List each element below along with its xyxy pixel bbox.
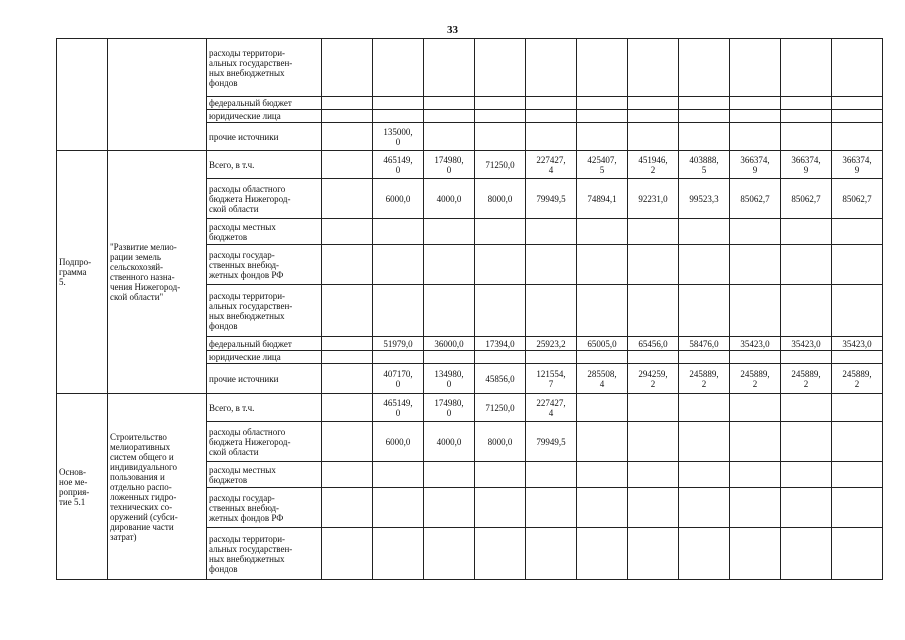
value-cell [475, 39, 526, 97]
page-number: 33 [447, 24, 458, 36]
value-cell: 366374, 9 [832, 151, 883, 179]
funding-source-cell: Всего, в т.ч. [207, 151, 322, 179]
value-cell [373, 245, 424, 285]
value-cell: 71250,0 [475, 394, 526, 422]
value-cell: 58476,0 [679, 337, 730, 351]
value-cell [781, 219, 832, 245]
value-cell: 45856,0 [475, 364, 526, 394]
value-cell [322, 151, 373, 179]
value-cell [781, 245, 832, 285]
value-cell [424, 123, 475, 151]
value-cell [679, 394, 730, 422]
value-cell [526, 528, 577, 580]
value-cell [679, 285, 730, 337]
value-cell: 17394,0 [475, 337, 526, 351]
value-cell [679, 39, 730, 97]
value-cell [424, 351, 475, 364]
value-cell: 85062,7 [832, 179, 883, 219]
value-cell [832, 110, 883, 123]
value-cell [679, 123, 730, 151]
value-cell [781, 351, 832, 364]
funding-source-cell: расходы территори- альных государствен- ных внебюджетных фондов [207, 285, 322, 337]
funding-source-cell: федеральный бюджет [207, 97, 322, 110]
value-cell [679, 528, 730, 580]
funding-source-cell: юридические лица [207, 351, 322, 364]
value-cell [526, 245, 577, 285]
value-cell [679, 351, 730, 364]
value-cell [322, 528, 373, 580]
value-cell [373, 462, 424, 488]
value-cell [475, 351, 526, 364]
value-cell [424, 528, 475, 580]
value-cell: 65456,0 [628, 337, 679, 351]
program-code-cell: Основ- ное ме- роприя- тие 5.1 [57, 394, 108, 580]
value-cell [730, 219, 781, 245]
value-cell: 245889, 2 [832, 364, 883, 394]
value-cell [781, 394, 832, 422]
value-cell [475, 285, 526, 337]
value-cell [373, 39, 424, 97]
value-cell [832, 422, 883, 462]
value-cell [322, 285, 373, 337]
value-cell [832, 488, 883, 528]
value-cell: 465149, 0 [373, 151, 424, 179]
value-cell [373, 351, 424, 364]
value-cell [679, 488, 730, 528]
value-cell [526, 351, 577, 364]
value-cell: 6000,0 [373, 422, 424, 462]
value-cell [628, 219, 679, 245]
value-cell [475, 123, 526, 151]
value-cell [781, 123, 832, 151]
value-cell: 135000, 0 [373, 123, 424, 151]
value-cell [832, 285, 883, 337]
value-cell [832, 462, 883, 488]
value-cell: 85062,7 [730, 179, 781, 219]
value-cell [628, 97, 679, 110]
value-cell: 174980, 0 [424, 151, 475, 179]
value-cell [475, 245, 526, 285]
table-row [57, 394, 883, 422]
value-cell [628, 488, 679, 528]
value-cell: 425407, 5 [577, 151, 628, 179]
value-cell [730, 528, 781, 580]
funding-source-cell: расходы областного бюджета Нижегород- ской области [207, 179, 322, 219]
value-cell [526, 219, 577, 245]
value-cell [730, 110, 781, 123]
value-cell [679, 245, 730, 285]
value-cell [679, 97, 730, 110]
value-cell: 8000,0 [475, 179, 526, 219]
value-cell [475, 110, 526, 123]
value-cell [424, 285, 475, 337]
value-cell [322, 123, 373, 151]
value-cell [679, 462, 730, 488]
value-cell [832, 97, 883, 110]
value-cell [475, 462, 526, 488]
value-cell [322, 364, 373, 394]
value-cell [373, 219, 424, 245]
value-cell [526, 97, 577, 110]
value-cell: 6000,0 [373, 179, 424, 219]
program-title-cell: Строительство мелиоративных систем общего и индивидуального пользования и отдельно распо- ложенных гидро- технических со- оружений (субси- дирование части затрат) [108, 394, 207, 580]
value-cell [781, 110, 832, 123]
value-cell [781, 39, 832, 97]
value-cell [730, 285, 781, 337]
budget-table [56, 38, 883, 580]
value-cell [322, 219, 373, 245]
value-cell: 79949,5 [526, 422, 577, 462]
value-cell: 227427, 4 [526, 394, 577, 422]
value-cell [322, 422, 373, 462]
value-cell [781, 528, 832, 580]
funding-source-cell: расходы областного бюджета Нижегород- ской области [207, 422, 322, 462]
value-cell [628, 462, 679, 488]
value-cell [730, 97, 781, 110]
value-cell [424, 97, 475, 110]
value-cell [526, 285, 577, 337]
value-cell [577, 97, 628, 110]
value-cell [373, 110, 424, 123]
value-cell [781, 488, 832, 528]
value-cell: 92231,0 [628, 179, 679, 219]
value-cell: 245889, 2 [679, 364, 730, 394]
value-cell: 174980, 0 [424, 394, 475, 422]
value-cell: 403888, 5 [679, 151, 730, 179]
value-cell [628, 285, 679, 337]
value-cell [424, 219, 475, 245]
funding-source-cell: федеральный бюджет [207, 337, 322, 351]
funding-source-cell: юридические лица [207, 110, 322, 123]
value-cell [424, 39, 475, 97]
value-cell [526, 39, 577, 97]
value-cell: 71250,0 [475, 151, 526, 179]
value-cell: 121554, 7 [526, 364, 577, 394]
funding-source-cell: расходы государ- ственных внебюд- жетных фондов РФ [207, 245, 322, 285]
value-cell [628, 422, 679, 462]
value-cell [577, 245, 628, 285]
value-cell [424, 488, 475, 528]
value-cell: 74894,1 [577, 179, 628, 219]
value-cell: 35423,0 [730, 337, 781, 351]
value-cell [322, 394, 373, 422]
value-cell: 407170, 0 [373, 364, 424, 394]
value-cell [475, 219, 526, 245]
value-cell [373, 97, 424, 110]
value-cell [730, 488, 781, 528]
value-cell [322, 488, 373, 528]
value-cell: 294259, 2 [628, 364, 679, 394]
value-cell: 35423,0 [781, 337, 832, 351]
value-cell [577, 488, 628, 528]
value-cell: 451946, 2 [628, 151, 679, 179]
value-cell: 99523,3 [679, 179, 730, 219]
value-cell: 245889, 2 [730, 364, 781, 394]
value-cell: 8000,0 [475, 422, 526, 462]
value-cell [628, 528, 679, 580]
value-cell: 79949,5 [526, 179, 577, 219]
value-cell [577, 123, 628, 151]
value-cell [730, 422, 781, 462]
value-cell [832, 219, 883, 245]
value-cell [781, 97, 832, 110]
value-cell [730, 394, 781, 422]
value-cell [577, 422, 628, 462]
value-cell: 245889, 2 [781, 364, 832, 394]
program-code-cell [57, 39, 108, 151]
value-cell [322, 245, 373, 285]
funding-source-cell: прочие источники [207, 123, 322, 151]
funding-source-cell: Всего, в т.ч. [207, 394, 322, 422]
value-cell: 36000,0 [424, 337, 475, 351]
value-cell [475, 97, 526, 110]
value-cell: 465149, 0 [373, 394, 424, 422]
value-cell [679, 110, 730, 123]
value-cell [526, 110, 577, 123]
funding-source-cell: расходы государ- ственных внебюд- жетных фондов РФ [207, 488, 322, 528]
value-cell [526, 123, 577, 151]
value-cell [373, 285, 424, 337]
value-cell [730, 462, 781, 488]
value-cell [781, 422, 832, 462]
value-cell [475, 488, 526, 528]
value-cell [628, 245, 679, 285]
value-cell [577, 528, 628, 580]
value-cell [832, 39, 883, 97]
value-cell: 51979,0 [373, 337, 424, 351]
value-cell [781, 285, 832, 337]
value-cell [628, 394, 679, 422]
value-cell [628, 351, 679, 364]
table-row [57, 151, 883, 179]
value-cell [577, 394, 628, 422]
value-cell [730, 123, 781, 151]
value-cell: 4000,0 [424, 179, 475, 219]
value-cell [628, 39, 679, 97]
value-cell: 65005,0 [577, 337, 628, 351]
value-cell: 285508, 4 [577, 364, 628, 394]
funding-source-cell: расходы местных бюджетов [207, 462, 322, 488]
value-cell [322, 337, 373, 351]
value-cell [730, 245, 781, 285]
value-cell [577, 462, 628, 488]
value-cell: 25923,2 [526, 337, 577, 351]
funding-source-cell: расходы местных бюджетов [207, 219, 322, 245]
value-cell [730, 39, 781, 97]
value-cell [322, 462, 373, 488]
value-cell [526, 462, 577, 488]
funding-source-cell: расходы территори- альных государствен- ных внебюджетных фондов [207, 39, 322, 97]
value-cell: 366374, 9 [781, 151, 832, 179]
value-cell [832, 394, 883, 422]
value-cell [373, 488, 424, 528]
value-cell [322, 39, 373, 97]
value-cell [373, 528, 424, 580]
value-cell: 134980, 0 [424, 364, 475, 394]
value-cell [577, 39, 628, 97]
value-cell [781, 462, 832, 488]
value-cell [832, 528, 883, 580]
value-cell [679, 422, 730, 462]
value-cell: 366374, 9 [730, 151, 781, 179]
value-cell [322, 97, 373, 110]
value-cell [322, 110, 373, 123]
table-body [57, 39, 883, 580]
table-row [57, 39, 883, 97]
value-cell [832, 123, 883, 151]
value-cell [832, 351, 883, 364]
value-cell: 227427, 4 [526, 151, 577, 179]
program-title-cell [108, 39, 207, 151]
value-cell [424, 110, 475, 123]
value-cell [322, 179, 373, 219]
value-cell [628, 123, 679, 151]
funding-source-cell: расходы территори- альных государствен- ных внебюджетных фондов [207, 528, 322, 580]
value-cell [577, 351, 628, 364]
value-cell [577, 285, 628, 337]
value-cell [730, 351, 781, 364]
value-cell [577, 110, 628, 123]
value-cell [628, 110, 679, 123]
value-cell [577, 219, 628, 245]
value-cell: 35423,0 [832, 337, 883, 351]
program-title-cell: "Развитие мелио- рации земель сельскохозяй- ственного назна- чения Нижегород- ской области" [108, 151, 207, 394]
value-cell [424, 462, 475, 488]
value-cell: 85062,7 [781, 179, 832, 219]
program-code-cell: Подпро- грамма 5. [57, 151, 108, 394]
value-cell [475, 528, 526, 580]
value-cell [526, 488, 577, 528]
value-cell [424, 245, 475, 285]
value-cell [679, 219, 730, 245]
funding-source-cell: прочие источники [207, 364, 322, 394]
value-cell [832, 245, 883, 285]
value-cell: 4000,0 [424, 422, 475, 462]
value-cell [322, 351, 373, 364]
